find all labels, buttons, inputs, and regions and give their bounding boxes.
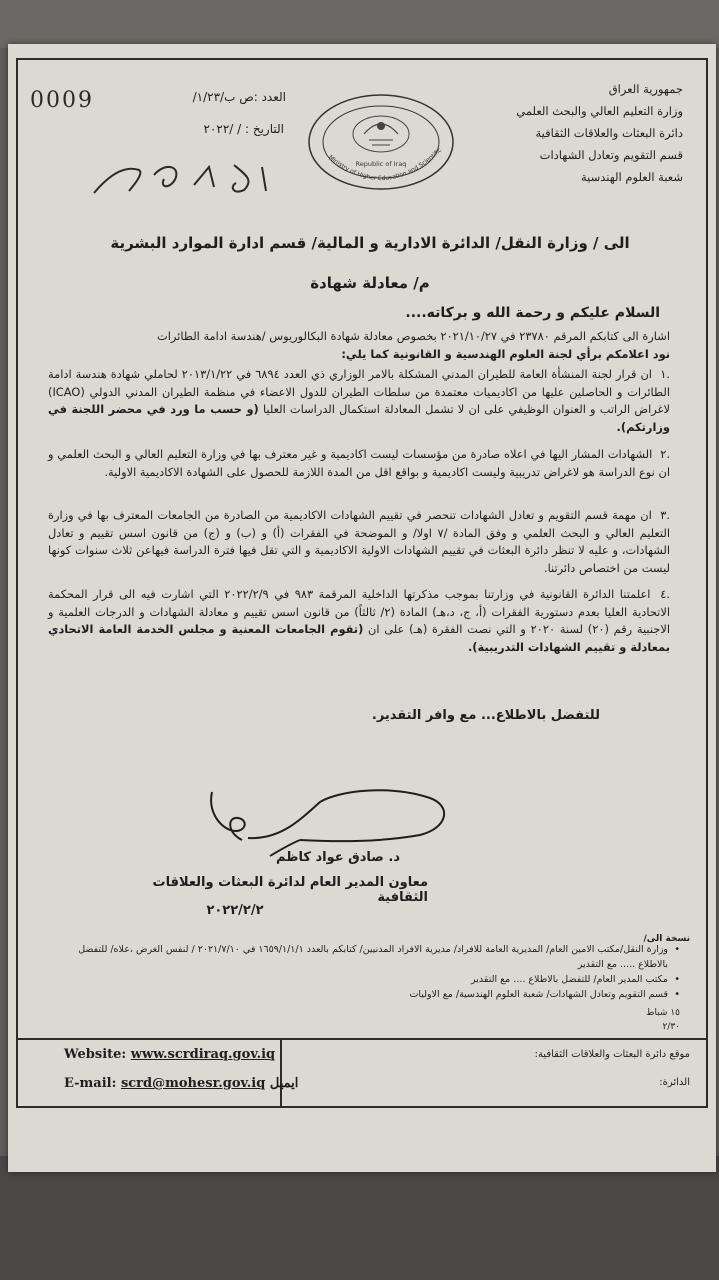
- date-label: التاريخ : / /٢٠٢٢: [203, 122, 284, 136]
- footer-email: [64, 1076, 298, 1091]
- signatory-title: معاون المدير العام لدائرة البعثات والعلاقات الثقافية: [152, 875, 428, 905]
- cc-note-number: ٢/٣٠: [662, 1022, 680, 1032]
- footer-column-divider: [280, 1040, 282, 1108]
- header-line-country: جمهورية العراق: [608, 82, 683, 96]
- header-line-ministry: وزارة التعليم العالي والبحث العلمي: [516, 104, 683, 118]
- handwritten-date-scrawl: [84, 155, 284, 200]
- cc-item: • مكتب المدير العام/ للتفضل بالاطلاع .... مع التقدير: [60, 972, 680, 987]
- letter-greeting: السلام عليكم و رحمة الله و بركاته....: [405, 305, 660, 321]
- point-4: [48, 586, 670, 656]
- handwritten-signature: [190, 780, 460, 860]
- point-text: ان مهمة قسم التقويم و تعادل الشهادات تنحصر في تقييم الشهادات الاكاديمية من الصادرة من الجامعات المعترف بها في وزارة التعليم العالي و البحث العلمي و وفق المادة /٧ اولا/ و الموضحة في الفقرات (أ) و (ب) و (ج) من قانون اسس تقييم و تعادل الشهادات، و عليه لا تنظر دائرة البعثات في تقييم الشهادات الاولية الاكاديمية و التي تقل فيها فترة الدراسة فيهاعن ثلاث سنوات كونها ليست من اختصاص دائرتنا.: [48, 508, 670, 575]
- handwritten-ref-number: 0009: [30, 88, 94, 113]
- intro-line-2: نود اعلامكم برأي لجنة العلوم الهندسية و القانونية كما يلي:: [341, 346, 670, 361]
- header-line-department: قسم التقويم وتعادل الشهادات: [539, 148, 683, 162]
- point-text-bold: (و حسب ما ورد في محضر اللجنة في وزارتكم).: [48, 402, 670, 434]
- cc-item: • وزارة النقل/مكتب الامين العام/ المديرية العامة للافراد/ مديرية الافراد المدنيين/ كتابكم بالعدد ١٦٥٩/١/١/١ في ٢٠٢١/٧/١٠ / لنفس الغرض ،علاه/ للتفضل بالاطلاع ..... مع التقدير: [60, 942, 680, 972]
- point-number: .٣: [660, 508, 670, 522]
- background-top: [0, 0, 719, 48]
- point-number: .١: [660, 367, 671, 381]
- header-line-directorate: دائرة البعثات والعلاقات الثقافية: [535, 126, 683, 140]
- email-link[interactable]: scrd@mohesr.gov.iq: [120, 1076, 266, 1091]
- cc-note-date: ١٥ شباط: [646, 1008, 680, 1018]
- point-3: [48, 507, 670, 577]
- cc-heading: نسخة الى/: [643, 934, 690, 944]
- point-2: [48, 446, 670, 481]
- letter-addressee: الى / وزارة النقل/ الدائرة الادارية و المالية/ قسم ادارة الموارد البشرية: [110, 234, 630, 252]
- cc-list: [60, 942, 680, 1002]
- seal-text-inner: Republic of Iraq: [355, 160, 407, 168]
- point-text: اعلمتنا الدائرة القانونية في وزارتنا بموجب مذكرتها الداخلية المرقمة ٩٨٣ في ٢٠٢٢/٢/٩ التي اشارت فيه الى قرار المحكمة الاتحادية العليا بعدم دستورية الفقرات (أ، ج، د،هـ) المادة (٢/ ثالثاً) من قانون اسس تقييم و معادلة الشهادات و الدرجات العلمية و الاجنبية رقم (٢٠) لسنة ٢٠٢٠ و التي نصت الفقرة (هـ) على ان: [48, 587, 671, 636]
- website-label: Website:: [64, 1047, 127, 1062]
- footer-divider: [16, 1038, 708, 1040]
- cc-item: • قسم التقويم وتعادل الشهادات/ شعبة العلوم الهندسية/ مع الاوليات: [60, 987, 680, 1002]
- ministry-header: [483, 78, 683, 188]
- footer-location-label: موقع دائرة البعثات والعلاقات الثقافية:: [534, 1049, 690, 1060]
- footer-website: [64, 1047, 275, 1062]
- email-label-ar: ايميل: [269, 1076, 299, 1091]
- point-number: .٢: [660, 447, 670, 461]
- header-line-division: شعبة العلوم الهندسية: [580, 170, 683, 184]
- point-text: ان قرار لجنة المنشأة العامة للطيران المدني المشكلة بالامر الوزاري ذي العدد ٦٨٩٤ في ٢٠١٣/١/٢٢ لحاملي شهادة هندسة ادامة الطائرات و الحاصلين عليها من اكاديميات معتمدة من سلطات الطيران للدول الاعضاء في منظمة الطيران المدني الدولي (ICAO) لاغراض الراتب و العنوان الوظيفي على ان لا تشمل المعادلة استكمال الدراسات العليا: [48, 367, 670, 416]
- email-label: E-mail:: [64, 1076, 117, 1091]
- ministry-seal-logo: [306, 92, 456, 192]
- letter-subject: م/ معادلة شهادة: [310, 274, 430, 292]
- footer-circular-label: الدائرة:: [659, 1077, 690, 1088]
- website-link[interactable]: www.scrdiraq.gov.iq: [130, 1047, 276, 1062]
- intro-line-1: اشارة الى كتابكم المرقم ٢٣٧٨٠ في ٢٠٢١/١٠/٢٧ بخصوص معادلة شهادة البكالوريوس /هندسة ادامة الطائرات: [157, 329, 670, 343]
- ref-number-label: العدد :ص ب/١/٢٣/: [192, 90, 286, 104]
- point-number: .٤: [660, 587, 671, 601]
- signatory-name: د. صادق عواد كاظم: [276, 850, 400, 865]
- letter-closing: للتفضل بالاطلاع... مع وافر التقدير.: [371, 708, 600, 723]
- seal-text-outer: Ministry of Higher Education and Scientific: [327, 146, 444, 183]
- background-bottom: [0, 1156, 719, 1280]
- signature-date: ٢٠٢٢/٢/٢: [206, 903, 264, 918]
- intro-paragraph: [48, 328, 670, 363]
- svg-text:Ministry of Higher Education a: [306, 92, 443, 182]
- point-1: [48, 366, 670, 436]
- point-text: الشهادات المشار اليها في اعلاه صادرة من مؤسسات ليست اكاديمية و غير معترف بها في وزارة التعليم العالي و البحث العلمي و ان نوع الدراسة هو لاغراض تدريبية وليست اكاديمية و بواقع اقل من المدة اللازمة للحصول على الشهادة الاكاديمية الاولية.: [48, 447, 670, 479]
- point-text-bold: (تقوم الجامعات المعنية و مجلس الخدمة العامة الاتحادي بمعادلة و تقييم الشهادات التدريبية).: [48, 622, 670, 654]
